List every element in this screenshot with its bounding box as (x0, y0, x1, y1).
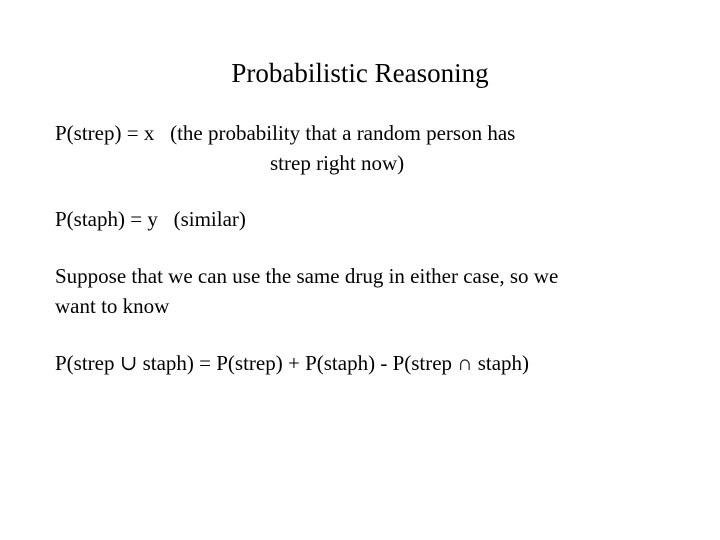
slide-title: Probabilistic Reasoning (231, 58, 489, 88)
suppose-statement-continued: want to know (55, 294, 170, 318)
strep-probability-definition: P(strep) = x (the probability that a random person has (55, 121, 516, 145)
union-formula: P(strep ∪ staph) = P(strep) + P(staph) - P(strep ∩ staph) (55, 351, 530, 375)
staph-probability-definition: P(staph) = y (similar) (55, 207, 246, 231)
suppose-statement: Suppose that we can use the same drug in either case, so we (55, 264, 559, 288)
strep-probability-definition-continued: strep right now) (270, 151, 405, 175)
